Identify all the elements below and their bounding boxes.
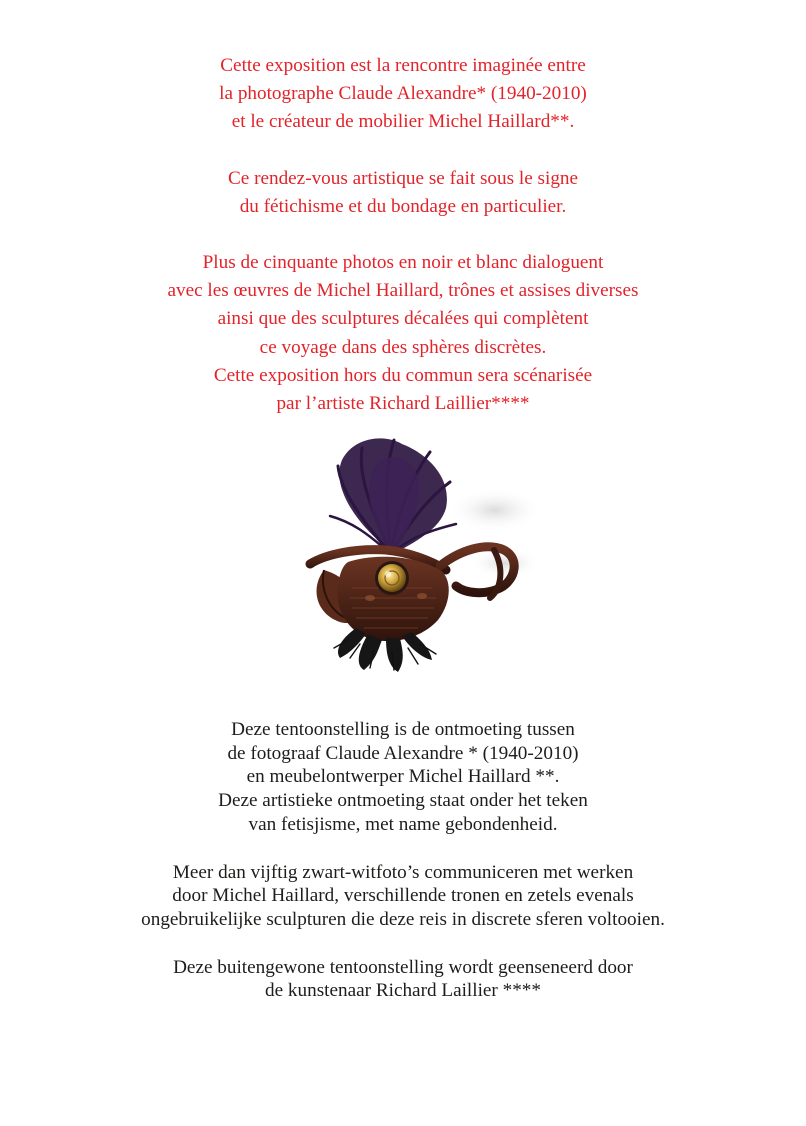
text-line: par l’artiste Richard Laillier****	[276, 393, 530, 415]
text-line: Meer dan vijftig zwart-witfoto’s communiceren met werken	[172, 861, 634, 883]
text-line: du fétichisme et du bondage en particulier.	[239, 195, 567, 217]
dutch-paragraph-1	[0, 718, 806, 837]
text-line: de fotograaf Claude Alexandre * (1940-2010)	[227, 742, 579, 764]
text-line: Deze tentoonstelling is de ontmoeting tussen	[231, 719, 575, 740]
text-line: Deze buitengewone tentoonstelling wordt geenseneerd door	[173, 956, 633, 978]
text-line: Cette exposition hors du commun sera scénarisée	[213, 364, 593, 386]
text-line: Cette exposition est la rencontre imaginée entre	[220, 55, 586, 76]
text-line: van fetisjisme, met name gebondenheid.	[248, 813, 558, 835]
text-line: ainsi que des sculptures décalées qui complètent	[217, 308, 589, 330]
text-line: et le créateur de mobilier Michel Haillard**.	[231, 111, 575, 133]
text-line: Deze artistieke ontmoeting staat onder het teken	[218, 790, 588, 812]
text-line: Ce rendez-vous artistique se fait sous le signe	[227, 167, 579, 189]
french-paragraph-2	[0, 165, 806, 221]
text-line: ongebruikelijke sculpturen die deze reis in discrete sferen voltooien.	[141, 908, 665, 930]
sculpture-image	[290, 438, 540, 674]
dutch-paragraph-2	[0, 861, 806, 932]
text-line: avec les œuvres de Michel Haillard, trônes et assises diverses	[167, 280, 639, 302]
french-text-block	[0, 52, 806, 418]
text-line: door Michel Haillard, verschillende tronen en zetels evenals	[172, 885, 634, 907]
french-paragraph-1	[0, 52, 806, 137]
text-line: de kunstenaar Richard Laillier ****	[265, 980, 541, 1002]
dutch-text-block	[0, 718, 806, 1003]
french-paragraph-3	[0, 249, 806, 418]
text-line: ce voyage dans des sphères discrètes.	[259, 336, 547, 358]
text-line: en meubelontwerper Michel Haillard **.	[246, 766, 560, 788]
text-line: la photographe Claude Alexandre* (1940-2010)	[219, 83, 587, 105]
text-line: Plus de cinquante photos en noir et blanc dialoguent	[202, 252, 604, 274]
dutch-paragraph-3	[0, 956, 806, 1003]
